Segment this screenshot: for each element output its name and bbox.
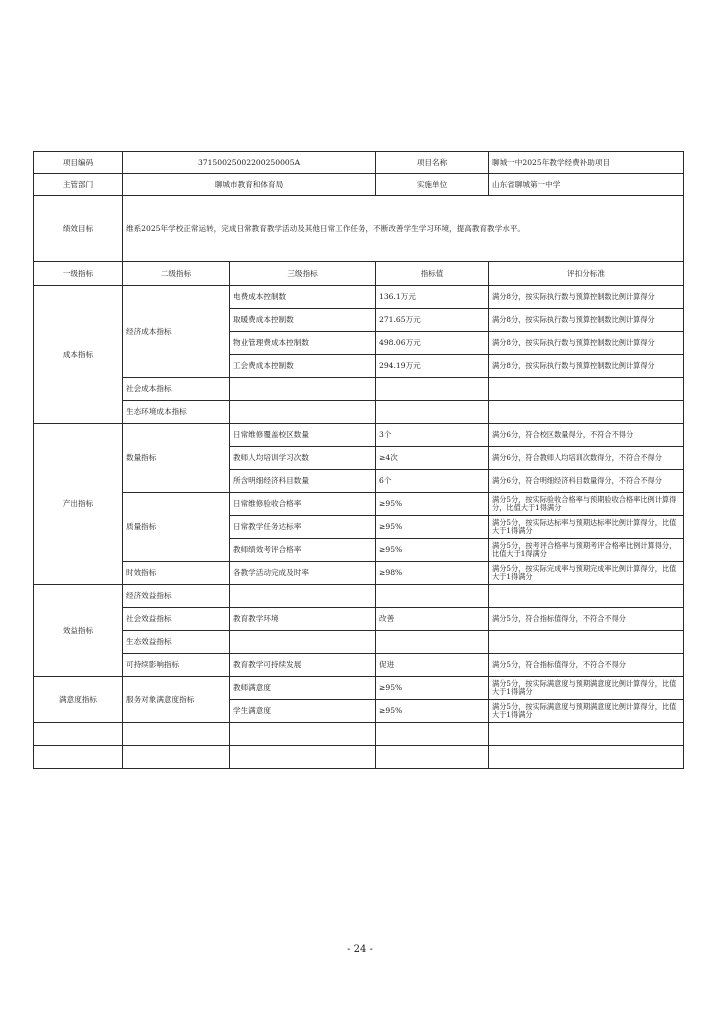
empty-cell bbox=[230, 723, 376, 746]
indicator-criteria: 满分5分，按实际验收合格率与预期验收合格率比例计算得分，比值大于1得满分 bbox=[489, 493, 684, 516]
sub-quality: 质量指标 bbox=[123, 493, 230, 562]
group-benefit: 效益指标 bbox=[34, 585, 123, 677]
indicator-criteria: 满分5分，符合指标值得分，不符合不得分 bbox=[489, 654, 684, 677]
project-name-label: 项目名称 bbox=[376, 152, 489, 174]
indicator-value: 498.06万元 bbox=[376, 332, 489, 355]
indicator-value: 促进 bbox=[376, 654, 489, 677]
indicator-name: 教育教学环境 bbox=[230, 608, 376, 631]
empty-cell bbox=[376, 401, 489, 424]
indicator-name: 电费成本控制数 bbox=[230, 286, 376, 309]
empty-cell bbox=[230, 746, 376, 769]
indicator-name: 教师绩效考评合格率 bbox=[230, 539, 376, 562]
header-level1: 一级指标 bbox=[34, 262, 123, 286]
empty-cell bbox=[34, 723, 123, 746]
indicator-criteria: 满分8分，按实际执行数与预算控制数比例计算得分 bbox=[489, 286, 684, 309]
indicator-criteria: 满分5分，按实际完成率与预期完成率比例计算得分，比值大于1得满分 bbox=[489, 562, 684, 585]
indicator-value: 271.65万元 bbox=[376, 309, 489, 332]
sub-social-benefit: 社会效益指标 bbox=[123, 608, 230, 631]
empty-cell bbox=[376, 631, 489, 654]
indicator-value: ≥95% bbox=[376, 677, 489, 700]
empty-cell bbox=[230, 631, 376, 654]
empty-cell bbox=[376, 746, 489, 769]
sub-econ-cost: 经济成本指标 bbox=[123, 286, 230, 378]
column-header-row bbox=[34, 262, 684, 286]
sub-eco-benefit: 生态效益指标 bbox=[123, 631, 230, 654]
group-output: 产出指标 bbox=[34, 424, 123, 585]
table-row bbox=[34, 424, 684, 447]
empty-cell bbox=[230, 585, 376, 608]
indicator-name: 各教学活动完成及时率 bbox=[230, 562, 376, 585]
table-row bbox=[34, 608, 684, 631]
indicator-name: 日常维修验收合格率 bbox=[230, 493, 376, 516]
header-level3: 三级指标 bbox=[230, 262, 376, 286]
indicator-criteria: 满分8分，按实际执行数与预算控制数比例计算得分 bbox=[489, 355, 684, 378]
empty-cell bbox=[376, 723, 489, 746]
indicator-value: ≥95% bbox=[376, 516, 489, 539]
header-level2: 二级指标 bbox=[123, 262, 230, 286]
empty-cell bbox=[489, 631, 684, 654]
indicator-value: 136.1万元 bbox=[376, 286, 489, 309]
indicator-value: 294.19万元 bbox=[376, 355, 489, 378]
header-value: 指标值 bbox=[376, 262, 489, 286]
table-row bbox=[34, 378, 684, 401]
indicator-value: ≥95% bbox=[376, 700, 489, 723]
empty-cell bbox=[230, 401, 376, 424]
table-row bbox=[34, 493, 684, 516]
indicator-criteria: 满分8分，按实际执行数与预算控制数比例计算得分 bbox=[489, 332, 684, 355]
indicator-name: 日常教学任务达标率 bbox=[230, 516, 376, 539]
indicator-value: ≥4次 bbox=[376, 447, 489, 470]
indicator-name: 工会费成本控制数 bbox=[230, 355, 376, 378]
indicator-name: 取暖费成本控制数 bbox=[230, 309, 376, 332]
project-code-label: 项目编码 bbox=[34, 152, 123, 174]
group-satisfaction: 满意度指标 bbox=[34, 677, 123, 723]
department-row bbox=[34, 174, 684, 196]
indicator-criteria: 满分5分，按实际满意度与预期满意度比例计算得分，比值大于1得满分 bbox=[489, 677, 684, 700]
empty-cell bbox=[489, 585, 684, 608]
indicator-name: 教师人均培训学习次数 bbox=[230, 447, 376, 470]
table-row bbox=[34, 585, 684, 608]
indicator-name: 教育教学可持续发展 bbox=[230, 654, 376, 677]
sub-quantity: 数量指标 bbox=[123, 424, 230, 493]
sub-timeliness: 时效指标 bbox=[123, 562, 230, 585]
empty-cell bbox=[123, 746, 230, 769]
indicator-value: ≥95% bbox=[376, 539, 489, 562]
table-row bbox=[34, 677, 684, 700]
indicator-criteria: 满分8分，按实际执行数与预算控制数比例计算得分 bbox=[489, 309, 684, 332]
sub-econ-benefit: 经济效益指标 bbox=[123, 585, 230, 608]
empty-row bbox=[34, 746, 684, 769]
table-row bbox=[34, 286, 684, 309]
department-value: 聊城市教育和体育局 bbox=[123, 174, 376, 196]
empty-cell bbox=[230, 378, 376, 401]
indicator-value: 6个 bbox=[376, 470, 489, 493]
empty-cell bbox=[489, 723, 684, 746]
table-row bbox=[34, 562, 684, 585]
empty-cell bbox=[376, 585, 489, 608]
indicator-criteria: 满分6分，符合明细经济科目数量得分，不符合不得分 bbox=[489, 470, 684, 493]
project-name-value: 聊城一中2025年教学经费补助项目 bbox=[489, 152, 684, 174]
empty-cell bbox=[376, 378, 489, 401]
group-cost: 成本指标 bbox=[34, 286, 123, 424]
implementing-unit-value: 山东省聊城第一中学 bbox=[489, 174, 684, 196]
empty-cell bbox=[489, 746, 684, 769]
table-row bbox=[34, 654, 684, 677]
empty-cell bbox=[123, 723, 230, 746]
indicator-value: ≥98% bbox=[376, 562, 489, 585]
indicator-name: 物业管理费成本控制数 bbox=[230, 332, 376, 355]
sub-service-satisfaction: 服务对象满意度指标 bbox=[123, 677, 230, 723]
indicator-criteria: 满分6分，符合教师人均培训次数得分，不符合不得分 bbox=[489, 447, 684, 470]
indicator-criteria: 满分5分，按考评合格率与预期考评合格率比例计算得分，比值大于1得满分 bbox=[489, 539, 684, 562]
sub-eco-cost: 生态环境成本指标 bbox=[123, 401, 230, 424]
project-code-row bbox=[34, 152, 684, 174]
indicator-criteria: 满分5分，按实际满意度与预期满意度比例计算得分，比值大于1得满分 bbox=[489, 700, 684, 723]
performance-goal-value: 维系2025年学校正常运转，完成日常教育教学活动及其他日常工作任务，不断改善学生学习环境，提高教育教学水平。 bbox=[123, 196, 684, 262]
implementing-unit-label: 实施单位 bbox=[376, 174, 489, 196]
table-row bbox=[34, 631, 684, 654]
sub-social-cost: 社会成本指标 bbox=[123, 378, 230, 401]
performance-goal-row bbox=[34, 196, 684, 262]
indicator-criteria: 满分6分，符合校区数量得分，不符合不得分 bbox=[489, 424, 684, 447]
performance-target-table bbox=[33, 151, 684, 769]
department-label: 主管部门 bbox=[34, 174, 123, 196]
empty-cell bbox=[34, 746, 123, 769]
table-row bbox=[34, 401, 684, 424]
indicator-name: 学生满意度 bbox=[230, 700, 376, 723]
empty-cell bbox=[489, 401, 684, 424]
performance-goal-label: 绩效目标 bbox=[34, 196, 123, 262]
indicator-name: 所含明细经济科目数量 bbox=[230, 470, 376, 493]
indicator-name: 日常维修覆盖校区数量 bbox=[230, 424, 376, 447]
indicator-criteria: 满分5分，按实际达标率与预期达标率比例计算得分，比值大于1得满分 bbox=[489, 516, 684, 539]
page-number: - 24 - bbox=[347, 944, 373, 955]
sub-sustain: 可持续影响指标 bbox=[123, 654, 230, 677]
indicator-name: 教师满意度 bbox=[230, 677, 376, 700]
indicator-criteria: 满分5分，符合指标值得分，不符合不得分 bbox=[489, 608, 684, 631]
indicator-value: ≥95% bbox=[376, 493, 489, 516]
header-criteria: 评扣分标准 bbox=[489, 262, 684, 286]
project-code-value: 37150025002200250005A bbox=[123, 152, 376, 174]
empty-row bbox=[34, 723, 684, 746]
indicator-value: 3个 bbox=[376, 424, 489, 447]
empty-cell bbox=[489, 378, 684, 401]
indicator-value: 改善 bbox=[376, 608, 489, 631]
